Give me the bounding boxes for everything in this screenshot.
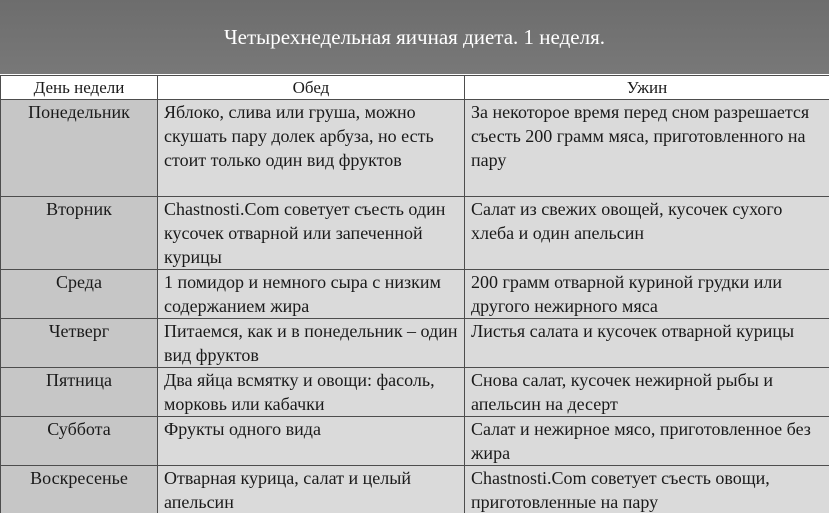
- dinner-cell: Листья салата и кусочек отварной курицы: [465, 319, 829, 368]
- column-header-dinner: Ужин: [465, 76, 829, 100]
- column-header-lunch: Обед: [158, 76, 465, 100]
- dinner-cell: Салат и нежирное мясо, приготовленное без жира: [465, 417, 829, 466]
- dinner-cell: 200 грамм отварной куриной грудки или другого нежирного мяса: [465, 270, 829, 319]
- day-cell: Понедельник: [1, 100, 158, 197]
- day-cell: Среда: [1, 270, 158, 319]
- table-row: [1, 100, 829, 197]
- table-row: [1, 368, 829, 417]
- lunch-cell: Два яйца всмятку и овощи: фасоль, морковь или кабачки: [158, 368, 465, 417]
- table-row: [1, 417, 829, 466]
- table-row: [1, 319, 829, 368]
- day-cell: Вторник: [1, 197, 158, 270]
- lunch-cell: Отварная курица, салат и целый апельсин: [158, 466, 465, 513]
- dinner-cell: Снова салат, кусочек нежирной рыбы и апельсин на десерт: [465, 368, 829, 417]
- table-row: [1, 197, 829, 270]
- lunch-cell: Питаемся, как и в понедельник – один вид фруктов: [158, 319, 465, 368]
- day-cell: Пятница: [1, 368, 158, 417]
- day-cell: Четверг: [1, 319, 158, 368]
- slide-title: Четырехнедельная яичная диета. 1 неделя.: [0, 0, 829, 75]
- dinner-cell: За некоторое время перед сном разрешается съесть 200 грамм мяса, приготовленного на пару: [465, 100, 829, 197]
- column-header-day: День недели: [1, 76, 158, 100]
- dinner-cell: Chastnosti.Com советует съесть овощи, приготовленные на пару: [465, 466, 829, 513]
- diet-table: [0, 75, 829, 513]
- lunch-cell: Chastnosti.Com советует съесть один кусочек отварной или запеченной курицы: [158, 197, 465, 270]
- header-row: [1, 76, 829, 100]
- table-row: [1, 466, 829, 513]
- day-cell: Суббота: [1, 417, 158, 466]
- day-cell: Воскресенье: [1, 466, 158, 513]
- dinner-cell: Салат из свежих овощей, кусочек сухого хлеба и один апельсин: [465, 197, 829, 270]
- table-row: [1, 270, 829, 319]
- lunch-cell: Яблоко, слива или груша, можно скушать пару долек арбуза, но есть стоит только один вид фруктов: [158, 100, 465, 197]
- lunch-cell: 1 помидор и немного сыра с низким содержанием жира: [158, 270, 465, 319]
- lunch-cell: Фрукты одного вида: [158, 417, 465, 466]
